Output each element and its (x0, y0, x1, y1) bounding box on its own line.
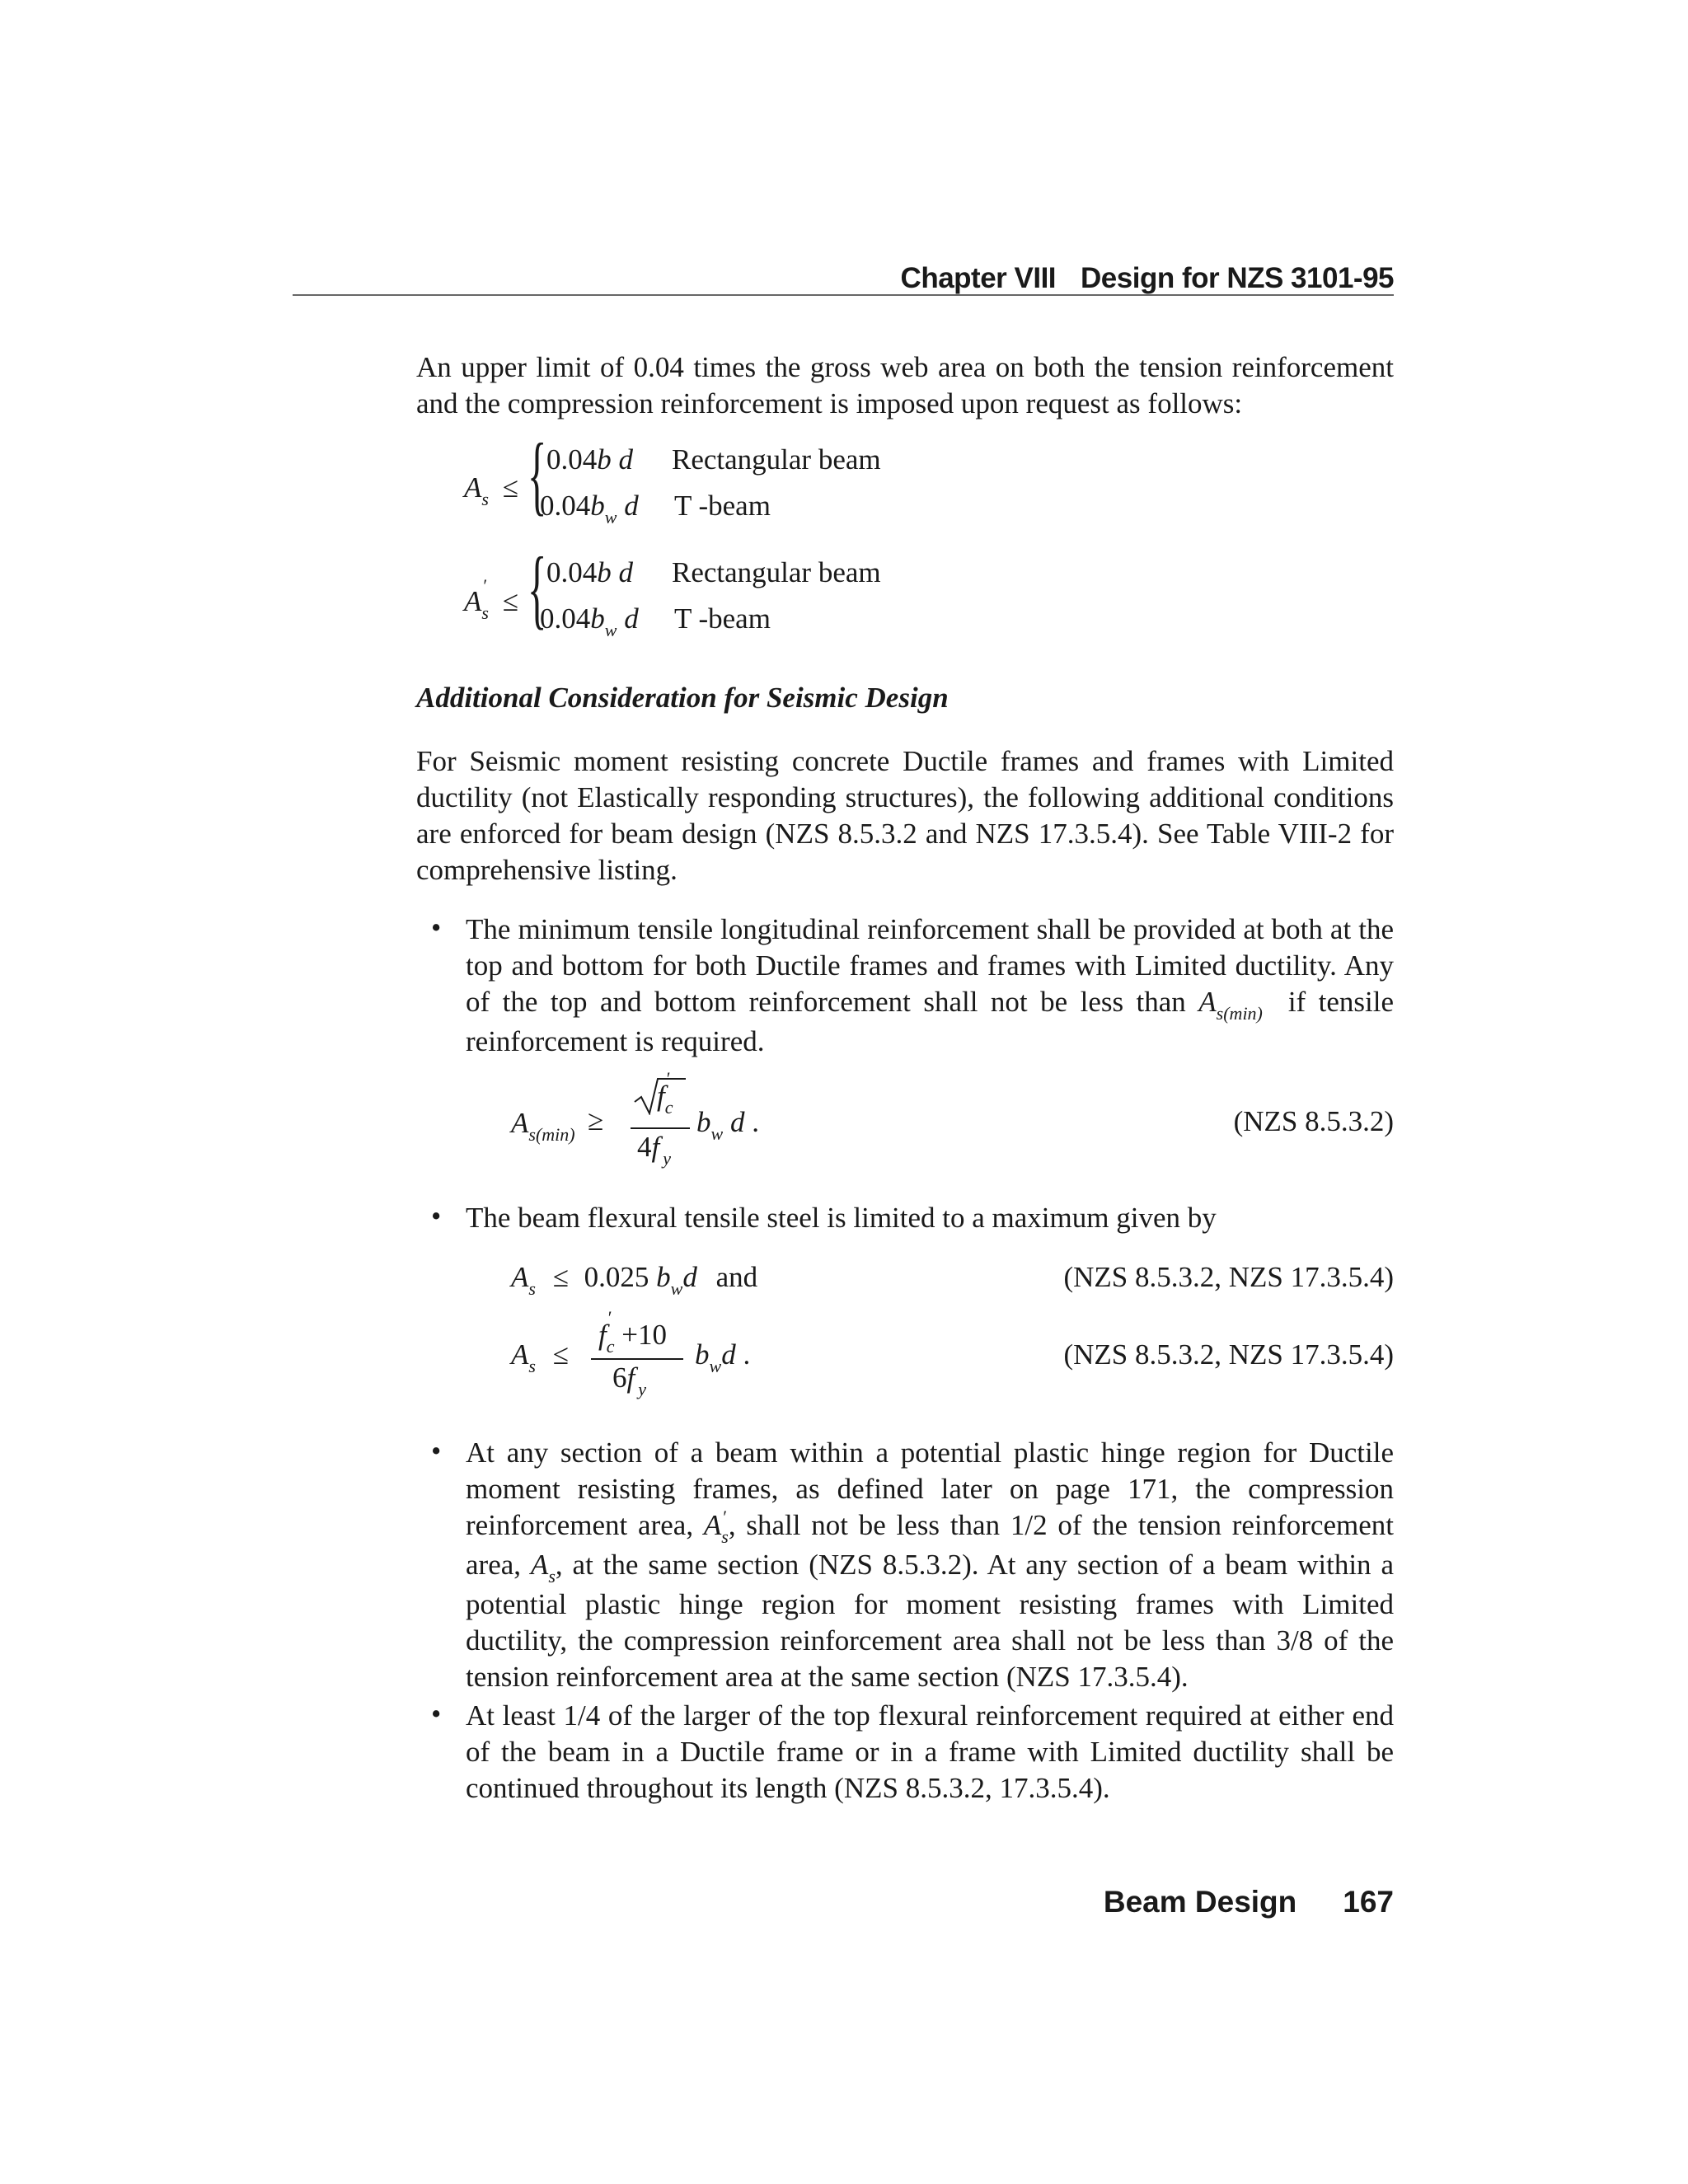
eq3-numerator: f ′ $_c$ +10 (598, 1307, 667, 1357)
eq1-fraction-bar (631, 1127, 690, 1129)
eq2-expr: $A_s \le 0.025$ $b_wd$ and (511, 1261, 758, 1299)
as-prime-rect-label: Rectangular beam (672, 556, 881, 588)
bullet-1-tail: if tensile reinforcement is required. (466, 986, 1395, 1057)
bullet-1: The minimum tensile longitudinal reinforcement shall be provided at both at the top and bottom for both Ductile frames and frames with Limited ductility. Any of the top and bottom reinforcement shall not be less than $A_{s(min)}$ if tensile reinforcement is required. (466, 913, 1395, 1057)
as-t-expr: $0.04b_w$ d (540, 490, 639, 527)
eq1-reference: (NZS 8.5.3.2) (1233, 1105, 1394, 1137)
eq1-lhs: $A_{s(min)}$ (511, 1107, 575, 1145)
bullet-icon: • (431, 1698, 442, 1730)
bullet-3: At any section of a beam within a potential plastic hinge region for Ductile moment resisting frames, as defined later on page 171, the compression reinforcement area, A ′ $_s$, shall not be less than 1/2 of the tension reinforcement area, $A_s$, at the same section (NZS 8.5.3.2). At any section of a beam within a potential plastic hinge region for moment resisting frames with Limited ductility, the compression reinforcement area shall not be less than 3/8 of the tension reinforcement area at the same section (NZS 17.3.5.4). (466, 1436, 1395, 1693)
chapter-title: Design for NZS 3101-95 (1081, 262, 1394, 294)
brace-icon: { (528, 540, 547, 638)
eq2-reference: (NZS 8.5.3.2, NZS 17.3.5.4) (1063, 1261, 1394, 1293)
bullet-icon: • (431, 1200, 442, 1232)
running-head (901, 262, 1394, 295)
chapter-label: Chapter VIII (900, 262, 1057, 294)
as-rect-expr: 0.04b d (546, 443, 633, 476)
eq3-fraction-bar (591, 1358, 683, 1360)
as-t-label: T -beam (674, 490, 771, 522)
eq3-rhs: $b_wd$ . (695, 1338, 751, 1376)
section-heading: Additional Consideration for Seismic Design (416, 682, 949, 714)
brace-icon: { (528, 426, 547, 524)
bullet-icon: • (431, 912, 442, 944)
footer-section: Beam Design (1103, 1885, 1297, 1919)
bullet-4: At least 1/4 of the larger of the top flexural reinforcement required at either end of the beam in a Ductile frame or in a frame with Limited ductility shall be continued throughout its length (NZS 8.5.3.2, 17.3.5.4). (466, 1699, 1395, 1804)
eq3-reference: (NZS 8.5.3.2, NZS 17.3.5.4) (1063, 1338, 1394, 1371)
eq3-lhs: $A_s$ ≤ (511, 1338, 569, 1376)
as-prime-symbol: A ′ $_s$ ≤ (464, 575, 518, 623)
page-footer (1104, 1885, 1394, 1919)
seismic-paragraph: For Seismic moment resisting concrete Ductile frames and frames with Limited ductility (not Elastically responding structures), the following additional conditions are enforced for beam design (NZS 8.5.3.2 and NZS 17.3.5.4). See Table VIII-2 for comprehensive listing. (416, 745, 1394, 886)
page-number: 167 (1343, 1885, 1394, 1919)
eq1-numerator: f ′ $_c$ (657, 1068, 673, 1118)
eq3-denominator: 6f $_y$ (612, 1361, 646, 1399)
as-prime-t-expr: $0.04b_w$ d (540, 602, 639, 640)
as-prime-t-label: T -beam (674, 602, 771, 635)
as-symbol: $A_s$ ≤ (464, 471, 518, 509)
bullet-1-text: The minimum tensile longitudinal reinforcement shall be provided at both at the top and bottom for both Ductile frames and frames with Limited ductility. Any of the top and bottom reinforcement shall not be less than (466, 913, 1394, 1018)
eq1-rhs: $b_w$ d . (696, 1106, 759, 1144)
eq1-operator: ≥ (588, 1104, 604, 1137)
header-rule (293, 294, 1394, 296)
as-rect-label: Rectangular beam (672, 443, 881, 476)
bullet-icon: • (431, 1435, 442, 1467)
as-prime-rect-expr: 0.04b d (546, 556, 633, 588)
bullet-2: The beam flexural tensile steel is limited to a maximum given by (466, 1202, 1217, 1234)
intro-paragraph: An upper limit of 0.04 times the gross web area on both the tension reinforcement and the compression reinforcement is imposed upon request as follows: (416, 351, 1394, 419)
eq1-denominator: 4f $_y$ (637, 1131, 671, 1169)
